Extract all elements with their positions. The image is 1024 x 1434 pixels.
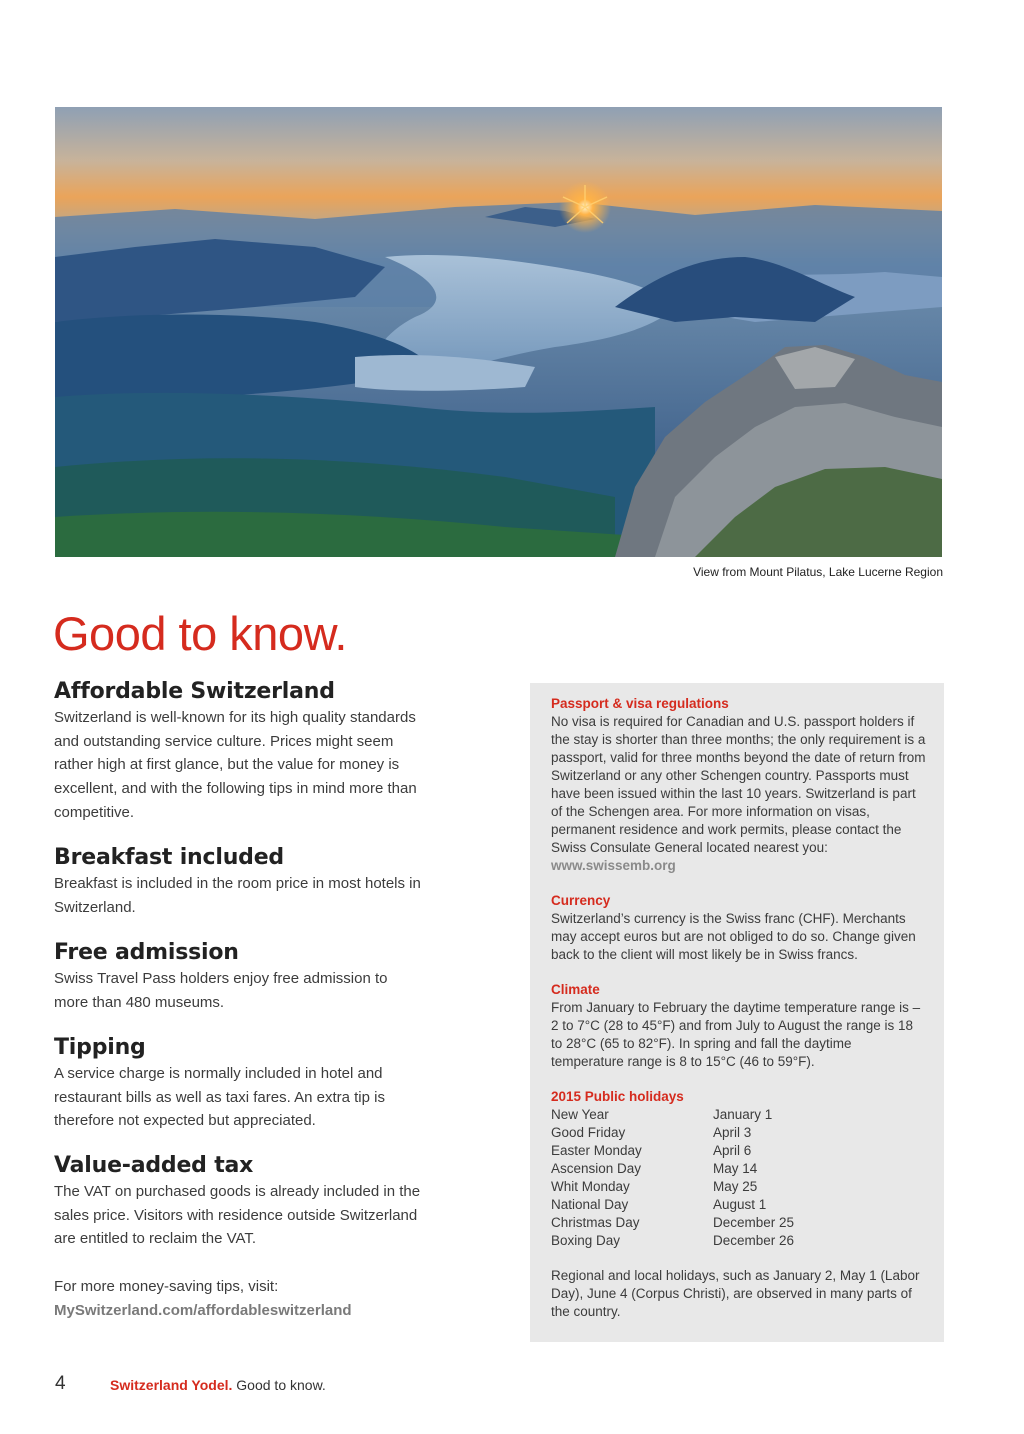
table-row (551, 1124, 794, 1142)
section-text: The VAT on purchased goods is already included in the sales price. Visitors with residence outside Switzerland are entitled to reclaim the VAT. (54, 1183, 421, 1248)
table-row (551, 1232, 794, 1250)
section-heading: Breakfast included (54, 845, 284, 870)
section-affordable (54, 678, 424, 825)
holiday-name: Easter Monday (551, 1143, 642, 1158)
section-heading: Value-added tax (54, 1153, 254, 1178)
section-heading: Tipping (54, 1035, 146, 1060)
more-tips-link[interactable]: MySwitzerland.com/affordableswitzerland (54, 1301, 352, 1319)
climate-text: From January to February the daytime temperature range is –2 to 7°C (28 to 45°F) and from July to August the range is 18 to 28°C (65 to 82°F). In spring and fall the daytime temperature range is 8 to 15°C (46 to 59°F). (551, 1000, 921, 1069)
page-number: 4 (55, 1373, 66, 1394)
passport-body: No visa is required for Canadian and U.S. passport holders if the stay is shorter than three months; the only requirement is a passport, valid for three months beyond the date of return from Switzerland or any other Schengen country. Passports must have been issued within the last 10 years. Switzerland is part of the Schengen area. For more information on visas, permanent residence and work permits, please contact the Swiss Consulate General located nearest you: (551, 714, 926, 855)
holiday-date: August 1 (713, 1197, 767, 1212)
section-breakfast (54, 844, 424, 919)
table-row (551, 1160, 794, 1178)
table-row (551, 1196, 794, 1214)
holiday-name: Christmas Day (551, 1215, 640, 1230)
holiday-date: April 6 (713, 1143, 752, 1158)
holiday-date: December 25 (713, 1215, 795, 1230)
table-row (551, 1142, 794, 1160)
climate-heading: Climate (551, 982, 600, 997)
holiday-date: December 26 (713, 1233, 795, 1248)
table-row (551, 1106, 794, 1124)
footer-tagline: Good to know. (236, 1377, 326, 1393)
holiday-date: April 3 (713, 1125, 752, 1140)
holiday-date: January 1 (713, 1107, 773, 1122)
table-row (551, 1214, 794, 1232)
mountain-lake-landscape (55, 107, 942, 557)
holiday-date: May 25 (713, 1179, 758, 1194)
climate-block (551, 981, 926, 1071)
holiday-name: Boxing Day (551, 1233, 621, 1248)
section-heading: Affordable Switzerland (54, 679, 335, 704)
section-text: Breakfast is included in the room price in most hotels in Switzerland. (54, 875, 421, 916)
holidays-block (551, 1088, 926, 1250)
footer-brand (110, 1377, 326, 1393)
table-row (551, 1178, 794, 1196)
holiday-name: Ascension Day (551, 1161, 642, 1176)
holiday-name: Good Friday (551, 1125, 626, 1140)
holidays-note: Regional and local holidays, such as January 2, May 1 (Labor Day), June 4 (Corpus Christi), are observed in many parts of the country. (551, 1268, 920, 1319)
brand-name: Switzerland Yodel. (110, 1377, 233, 1393)
currency-block (551, 892, 926, 964)
holidays-heading: 2015 Public holidays (551, 1089, 684, 1104)
holiday-name: National Day (551, 1197, 629, 1212)
section-heading: Free admission (54, 940, 239, 965)
holiday-name: New Year (551, 1107, 609, 1122)
currency-heading: Currency (551, 893, 611, 908)
passport-text (551, 713, 926, 875)
hero-photo (55, 107, 942, 557)
page-title: Good to know. (53, 607, 347, 660)
swissemb-link[interactable]: www.swissemb.org (551, 858, 676, 873)
passport-block (551, 695, 926, 875)
info-sidebar (530, 683, 944, 1342)
section-free-admission (54, 939, 424, 1014)
holidays-table (551, 1106, 794, 1250)
passport-heading: Passport & visa regulations (551, 696, 729, 711)
section-text: A service charge is normally included in hotel and restaurant bills as well as taxi fares. An extra tip is therefore not expected but appreciated. (54, 1065, 385, 1130)
section-text: Swiss Travel Pass holders enjoy free admission to more than 480 museums. (54, 970, 388, 1011)
currency-text: Switzerland’s currency is the Swiss franc (CHF). Merchants may accept euros but are not obliged to do so. Change given back to the client will most likely be in Swiss francs. (551, 911, 916, 962)
section-text: Switzerland is well-known for its high quality standards and outstanding service culture. Prices might seem rather high at first glance, but the value for money is excellent, and with the following tips in mind more than competitive. (54, 709, 417, 821)
holiday-name: Whit Monday (551, 1179, 630, 1194)
more-tips (54, 1275, 434, 1322)
photo-caption: View from Mount Pilatus, Lake Lucerne Region (693, 565, 943, 579)
section-tipping (54, 1034, 424, 1133)
more-tips-label: For more money-saving tips, visit: (54, 1278, 279, 1295)
section-vat (54, 1152, 424, 1251)
holiday-date: May 14 (713, 1161, 758, 1176)
